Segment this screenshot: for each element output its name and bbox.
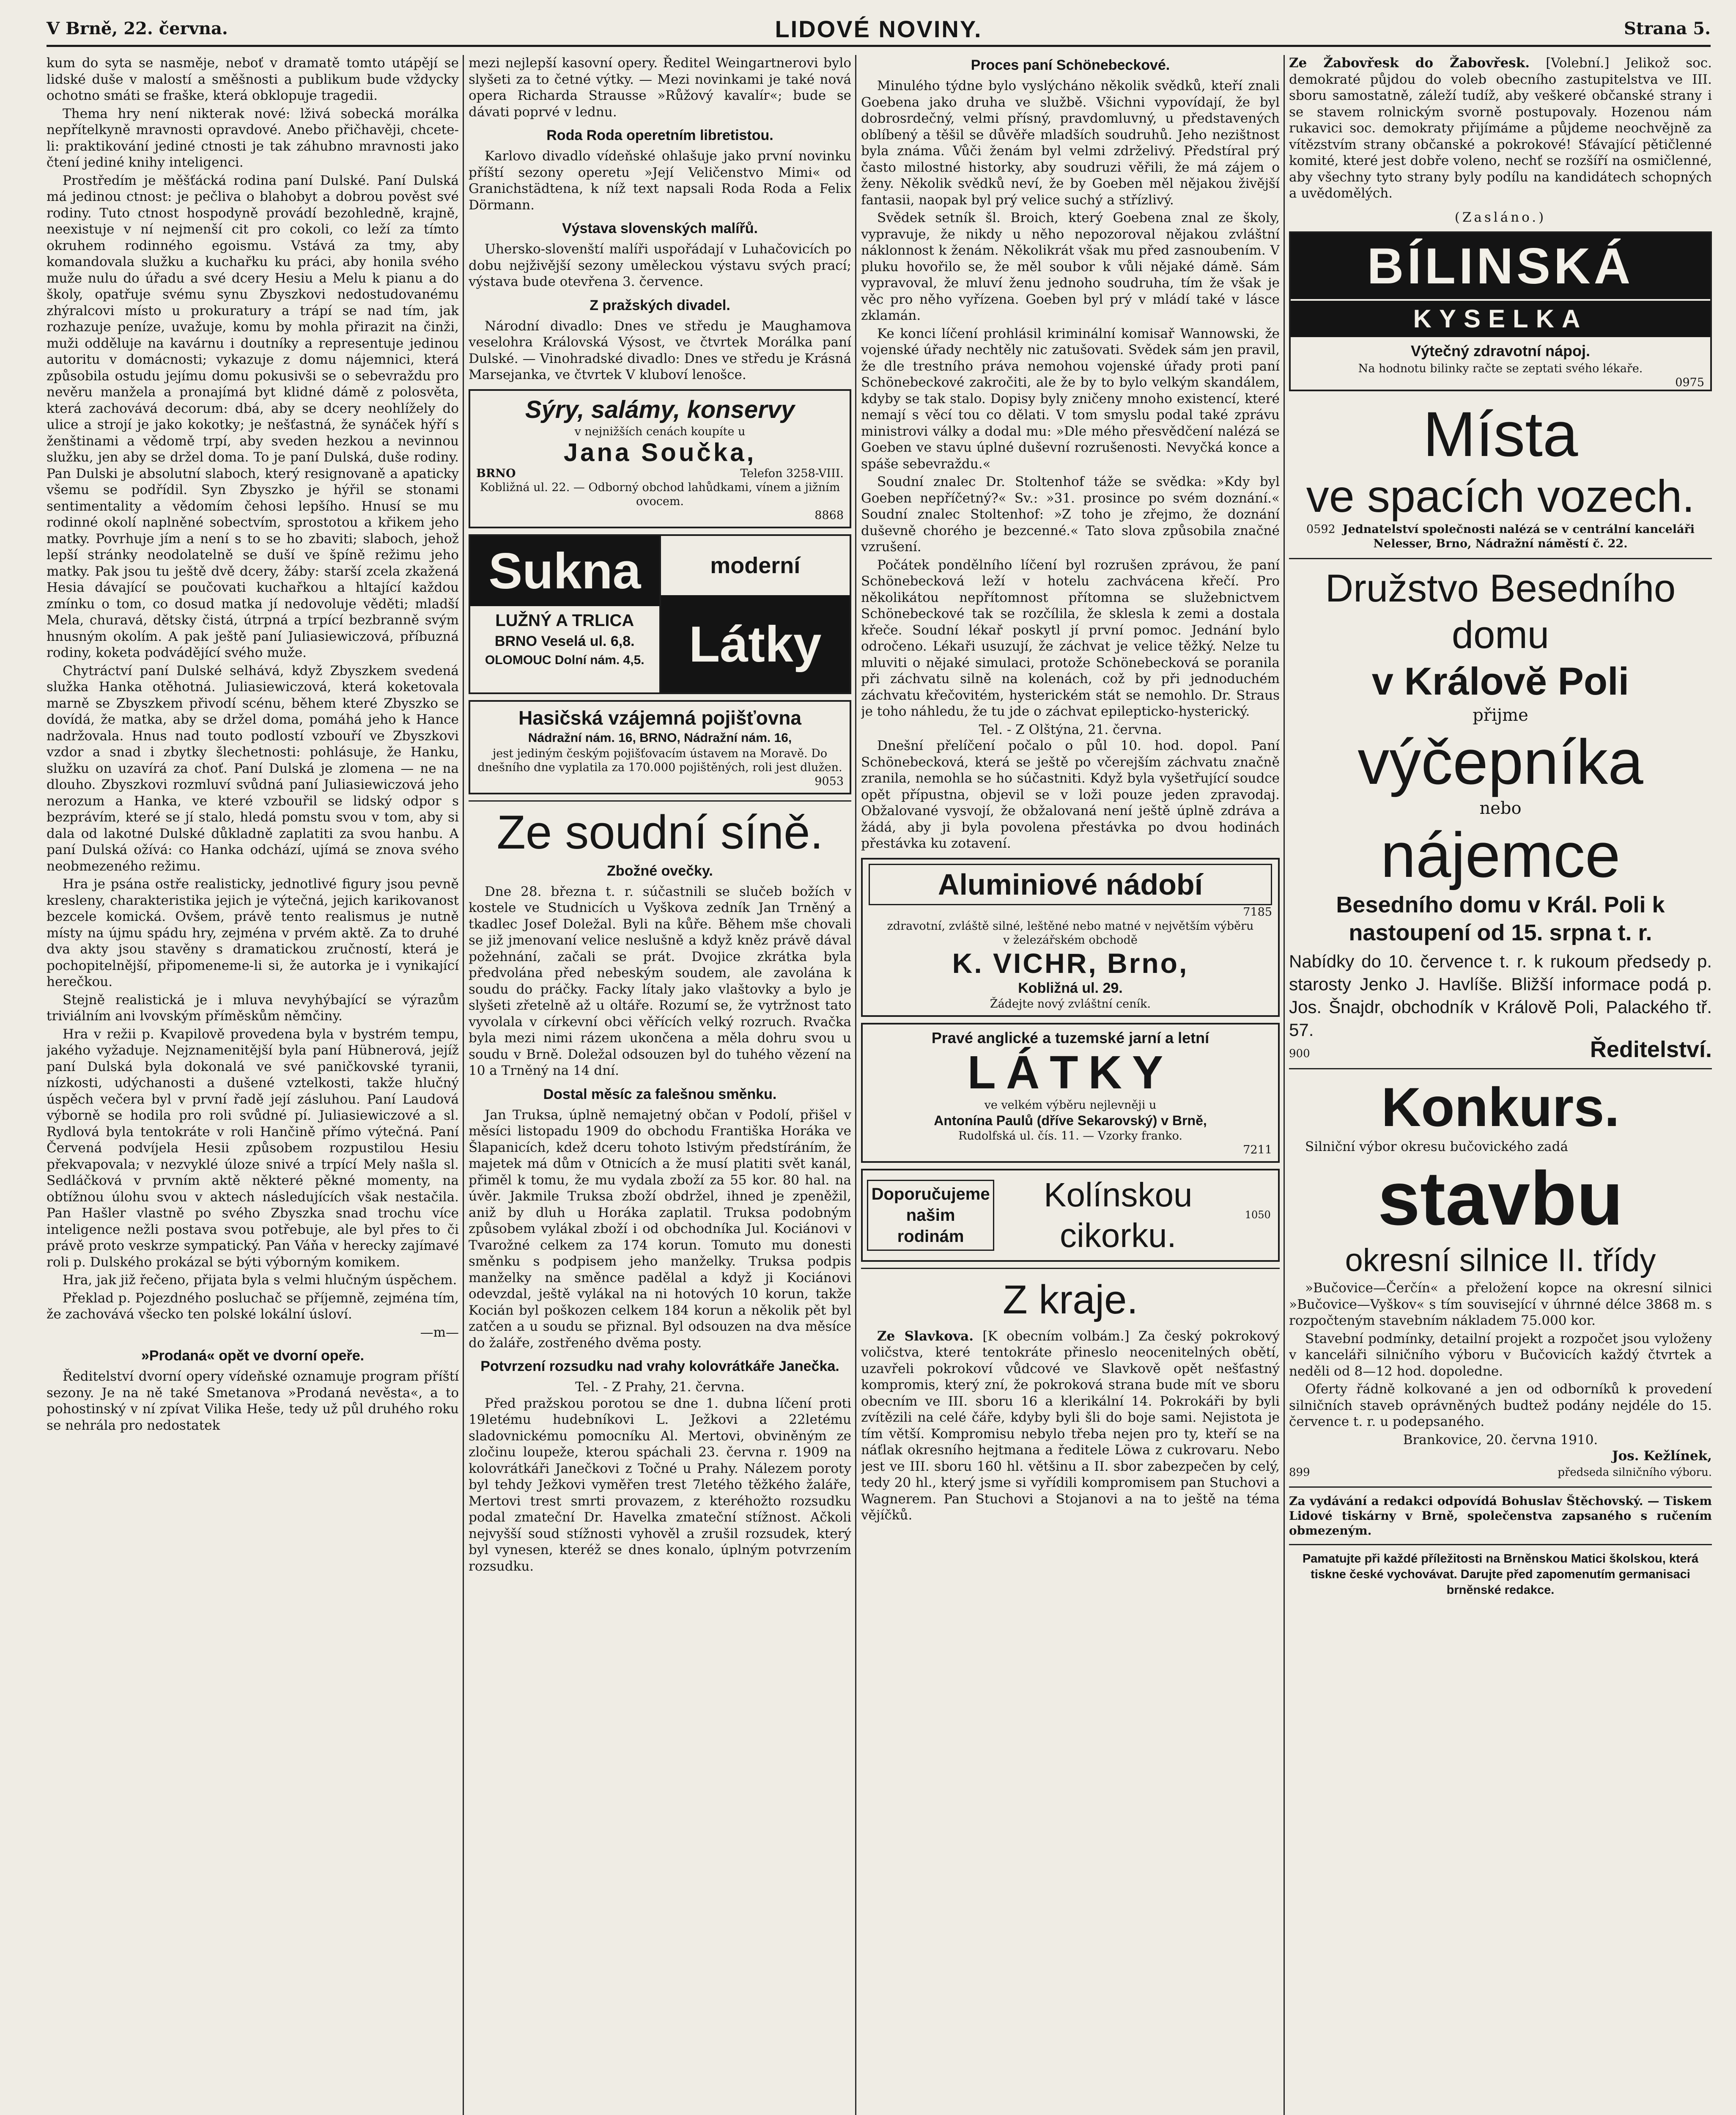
advertisement-bilinska xyxy=(1289,231,1712,391)
ad-big-word: LÁTKY xyxy=(967,1046,1174,1099)
ad-number: 900 xyxy=(1289,1047,1310,1060)
section-title: Z kraje. xyxy=(1002,1277,1138,1322)
ad-number: 8868 xyxy=(815,508,844,522)
article-paragraph: Ředitelství dvorní opery vídeňské oznamuje program příští sezony. Je na ně také Smetanova »Prodaná nevěsta«, a to pohostinský v ní zpívat Vilika Heše, tedy už půl druhého roku se nehrála pro nedostatek xyxy=(47,1369,459,1433)
ad-line: nebo xyxy=(1479,799,1522,818)
ad-address: Rudolfská ul. čís. 11. — Vzorky franko. xyxy=(958,1129,1183,1143)
ad-line: našim xyxy=(906,1206,955,1225)
ad-city: BRNO xyxy=(476,467,516,480)
ad-headline: Pravé anglické a tuzemské jarní a letní xyxy=(931,1029,1209,1047)
advertisement-vichr xyxy=(861,858,1280,1017)
article-paragraph: Počátek pondělního líčení byl rozrušen zprávou, že paní Schönebecková leží v hotelu zachvácena křečí. Pro několikátou nepřítomnost přítomna se služebnictvem Schönebeckové tak se rozčílila, že sklesla k zemi a dostala křeče. Soudní lékař poskytl jí první pomoc. Jednání bylo odročeno. Lékaři usuzují, že záchvat je velice těžký. Nelze tu mluviti o nějaké simulaci, protože Schönebecková se poranila při záchvatu silně na kolenách, což by při jednoduchém záchvatu křečovitém, hysterickém stát se nemohlo. Dr. Straus je toho náhledu, že tu jde o záchvat epilepticko-hysterický. xyxy=(861,557,1280,719)
ad-text: Nabídky do 10. července t. r. k rukoum předsedy p. starosty Jenko J. Havlíše. Bližší informace podá p. Jos. Šnajdr, obchodník v Královĕ Poli, Palackého tř. 57. xyxy=(1289,951,1712,1040)
article-paragraph: [Volební.] Jelikož soc. demokraté půjdou do voleb obecního zastupitelstva ve III. sboru samostatně, záleží tudíž, aby veškeré občanské strany i se stavem rolnickým svorně postupovaly. Hozenou nám rukavici soc. demokraty přijímáme a půjdeme neochvějně za vítězstvím strany občanské a pokrokové! Sťávající pětičlenné komité, které jest dobře voleno, nechť se rozšíří na osmičlenné, aby všechny tyto strany byly podílu na kandidátech schopných a uvědomělých. xyxy=(1289,55,1712,201)
zaslano-label: (Zasláno.) xyxy=(1454,209,1547,225)
article-paragraph: Prostředím je měšťácká rodina paní Dulské. Paní Dulská má jedinou ctnost: je pečliva o blahobyt a dobrou pověst své rodiny. Tuto ctnost hospodyně provádí bezohledně, krajně, neexistuje v ní nejmenší cit pro cokoli, co leží za tímto okruhem rodinného egoismu. Vstává za tmy, aby komandovala služku a kuchařku ku práci, aby honila svého muže nulu do úřadu a své dcery Hesiu a Melu k pianu a do školy, opatřuje svému synu Zbyszkovi nedostudovanému zhýralcovi místo u prokuratury a trápí se nad tím, jak rozhazuje peníze, uvažuje, komu by mohla přirazit na činži, muži odděluje na kavárnu i doutníky a representuje jedinou autoritu v domácnosti; vykazuje z domu nájemnici, která způsobila ostudu jejímu domu pokusivši se o sebevraždu pro nevěru manžela a pronajímá byt klidné dámě z polosvěta, která zachovává decorum: dbá, aby se dcery neohlížely do ulice a strojí je jako kokotky; je nešťastná, že synáček hýří s ženštinami a vědomě trpí, aby sveden hezkou a nevinnou služku, jen aby se držel doma. To je paní Dulská, duše rodiny. Pan Dulski je absolutní slaboch, který resignovaně a apaticky všemu se podřídil. Syn Zbyszko je hýřil se stonami sentimentality a vědomím čehosi lepšího. Hnusí se mu rodinné okolí naplněné sobectvím, sprostotou a křikem jeho matky. Povrhuje jím a není s to se ho zbaviti; slaboch, jehož lepší stránky neodolatelně se duší ve špíně režimu jeho matky. Pak jsou tu ještě dvě dcery, žáby: starší zcela zkažená Hesia dávající se poučovati kuchařkou a hltající každou zmínku o tom, co dosud matka jí nedovoluje věděti; mladší Mela, churavá, dětsky čistá, útrpná a trpící bezbranně svým hnusným okolím. A pak ještě paní Juliasiewiczová, příbuzná rodiny, koketa podvádějící svého muže. xyxy=(47,173,459,660)
ad-firm: Antonína Paulů (dříve Sekarovský) v Brně, xyxy=(934,1112,1207,1128)
section-rule xyxy=(1289,558,1712,559)
ad-footer: Žádejte nový zvláštní ceník. xyxy=(990,997,1151,1011)
ad-text: Jednatelství společnosti nalézá se v centrální kanceláři Nelesser, Brno, Nádražní náměstí č. 22. xyxy=(1342,523,1695,550)
ad-big-word: Konkurs. xyxy=(1381,1076,1620,1138)
ad-signature: Jos. Kežlínek, xyxy=(1612,1448,1712,1464)
ad-big-word: stavbu xyxy=(1377,1156,1624,1241)
ad-line: v Královĕ Poli xyxy=(1371,660,1629,703)
ad-phone: Telefon 3258-VIII. xyxy=(740,467,844,480)
ad-address: Nádražní nám. 16, BRNO, Nádražní nám. 16, xyxy=(528,731,792,745)
article-paragraph: Národní divadlo: Dnes ve středu je Maughamova veselohra Královská Výsost, ve čtvrtek Morálka paní Dulské. — Vinohradské divadlo: Dnes ve středu je Krásná Marsejanka, ve čtvrtek V kluboví lenošce. xyxy=(469,318,851,382)
ad-address: Kobližná ul. 22. — Odborný obchod lahůdkami, vínem a jižním ovocem. xyxy=(480,481,840,508)
ad-firm: LUŽNÝ A TRLICA xyxy=(495,611,634,630)
column-3 xyxy=(861,55,1280,2115)
ad-text: »Bučovice—Čerčín« a přeložení kopce na okresní silnici »Bučovice—Vyškov« s tím související v úhrnné délce 3868 m. s rozpočteným stavebním nákladem 75.000 kor. xyxy=(1289,1280,1712,1328)
advertisement-cikorka xyxy=(861,1169,1280,1262)
article-paragraph: Hra je psána ostře realisticky, jednotlivé figury jsou pevně kresleny, charakteristika jejich je výtečná, jejich karikovanost bezcele komická. Ovšem, právě tento realismus je nutně místy na újmu spádu hry, zejména v prvém aktě. Za to druhé dva akty jsou stavěny s dramatickou zručností, která je pochopitelnější, připomeneme-li si, že autorka je i vynikající herečkou. xyxy=(47,876,459,989)
ad-big-word: Sukna xyxy=(470,536,659,606)
ad-text: jest jediným českým pojišťovacím ústavem na Moravě. Do dnešního dne vyplatila za 170.000 pojištěných, roli jest dlužen. xyxy=(477,747,842,774)
article-paragraph: kum do syta se nasměje, neboť v dramatě tomto utápějí se lidské duše v malostí a směšnosti a publikum bude vždycky ochotno smáti se fraške, která obklopuje tragedii. xyxy=(47,55,459,103)
ad-line: Družstvo Besedního domu xyxy=(1325,567,1676,656)
ad-text: v železářském obchodě xyxy=(1003,933,1138,947)
article-paragraph: Stejně realistická je i mluva nevyhýbající se výrazům triviálním ani lvovským příměskům němčiny. xyxy=(47,992,459,1024)
ad-big-word: výčepníka xyxy=(1358,726,1643,797)
imprint: Za vydávání a redakci odpovídá Bohuslav Štěchovský. — Tiskem Lidové tiskárny v Brně, společenstva zapsaného s ručením obmezeným. xyxy=(1289,1494,1712,1538)
advertisement-spaci-vozy xyxy=(1289,398,1712,551)
section-heading: Roda Roda operetním libretistou. xyxy=(546,127,773,143)
ad-signature: Ředitelství. xyxy=(1590,1037,1712,1062)
advertisement-luzny-trlica xyxy=(469,534,851,694)
dateline: Tel. - Z Olštýna, 21. června. xyxy=(979,722,1162,737)
article-heading: Zbožné ovečky. xyxy=(607,862,713,879)
article-paragraph: Svědek setník šl. Broich, který Goebena znal ze školy, vypravuje, že nikdy u něho nepozoroval nějakou zvláštní náklonnost k ženám. Několikrát však mu před zasnoubením. V pluku hovořilo se, že měl soubor k vůli nějaké dámě. Sám vypravoval, že mluví ženu jednoho soudruha, tím že však je věc pro něho vyřízena. Goeben byl prý v mládí také v lásce zklamán. xyxy=(861,210,1280,323)
ad-place-date: Brankovice, 20. června 1910. xyxy=(1403,1432,1598,1448)
ad-number: 899 xyxy=(1289,1466,1310,1479)
ad-address-brno: BRNO Veselá ul. 6,8. xyxy=(494,633,635,649)
ad-text: ve velkém výběru nejlevněji u xyxy=(984,1098,1157,1112)
masthead-title: LIDOVÉ NOVINY. xyxy=(775,16,982,42)
ad-text: Silniční výbor okresu bučovického zadá xyxy=(1305,1139,1568,1154)
article-paragraph: Karlovo divadlo vídeňské ohlašuje jako první novinku příští sezony operetu »Její Veličenstvo Mimi« od Granichstädtena, k níž text napsali Roda Roda a Felix Dörmann. xyxy=(469,148,851,213)
ad-line: okresní silnice II. třídy xyxy=(1345,1242,1656,1278)
ad-subtitle: KYSELKA xyxy=(1291,299,1710,337)
article-paragraph: Ke konci líčení prohlásil kriminální komisař Wannowski, že vojenské úřady nechtěly nic zatušovati. Svědek sám jen pravil, že dle trestního práva nemohou vojenské úřady proti paní Schönebeckové zakročiti, ale že by to bylo velkým skandálem, kdyby se tak stalo. Dopisy byly zničeny mnoho existencí, které nemají s věcí tou co dělati. V tom smyslu podal také zprávu ministrovi války a dodal mu: »Dle mého přesvědčení nalézá se Goeben ve stavu úplné duševní rozrušenosti. Nevyčká konce a spáše sebevraždu.« xyxy=(861,326,1280,472)
ad-big-word: Místa xyxy=(1423,398,1578,470)
section-rule xyxy=(1289,1068,1712,1069)
column-4 xyxy=(1289,55,1712,2115)
article-heading: Ze Žabovřesk do Žabovřesk. xyxy=(1289,55,1530,71)
header-date: V Brně, 22. června. xyxy=(47,19,228,38)
ad-text: Stavební podmínky, detailní projekt a rozpočet jsou vyloženy v kanceláři silničního výboru v Bučovicích každý čtvrtek a neděli od 8—12 hod. dopoledne. xyxy=(1289,1331,1712,1379)
column-rule xyxy=(855,55,856,2115)
section-rule xyxy=(1289,1486,1712,1488)
section-heading: Výstava slovenských malířů. xyxy=(562,220,758,236)
article-paragraph: Před pražskou porotou se dne 1. dubna líčení proti 19letému hudebníkovi L. Ježkovi a 22letému sladovnickému pomocníku Al. Mertovi, obviněným ze zločinu loupeže, kterou spáchali 23. června r. 1909 na kolovrátkáři Janečkovi z Točné u Prahy. Nálezem poroty byl tehdy Ježkovi vyměřen trest 7letého těžkého žaláře, Mertovi trest smrti provazem, z kteréhožto rozsudku podal zmateční Dr. Havelka zmateční stížnost. Ačkoli nejvyšší soud stížnosti vyhověl a zrušil rozsudek, který byl vynesen, kteréž se dnes konalo, úplným potvrzením rozsudku. xyxy=(469,1395,851,1574)
advertisement-hasicska xyxy=(469,700,851,794)
ad-number: 0592 xyxy=(1306,523,1336,536)
ad-address: Kobližná ul. 29. xyxy=(1018,980,1123,996)
ad-title: Hasičská vzájemná pojišťovna xyxy=(518,706,801,729)
ad-address-olomouc: OLOMOUC Dolní nám. 4,5. xyxy=(485,653,644,667)
ad-tagline: moderní xyxy=(710,552,801,578)
ad-number: 9053 xyxy=(815,775,844,788)
article-paragraph: Dnešní přelíčení počalo o půl 10. hod. dopol. Paní Schönebecková, která se ještě po včerejším záchvatu značně zranila, nemohla se ho súčastniti. Když byla vyšetřující soudce opět přípustna, objevil se v loži pouze jeden zpravodaj. Obžalované vysvojí, že obžalovaná není ještě úplně zdráva a žádá, aby ji byla povolena přestávka po dvou hodinách přestávka ku zotavení. xyxy=(861,738,1280,851)
dateline: Tel. - Z Prahy, 21. června. xyxy=(575,1379,745,1395)
section-rule xyxy=(861,1268,1280,1269)
ad-firm: Jana Součka, xyxy=(563,438,757,467)
ad-title: Aluminiové nádobí xyxy=(869,864,1272,905)
advertisement-paulu xyxy=(861,1023,1280,1163)
column-rule xyxy=(1283,55,1285,2115)
advertisement-konkurs xyxy=(1289,1075,1712,1481)
matice-notice: Pamatujte při každé příležitosti na Brněnskou Matici školskou, která tiskne české vychovávat. Darujte před zapomenutím germanisaci brněnské redakce. xyxy=(1302,1552,1699,1597)
ad-big-word: nájemce xyxy=(1380,819,1621,890)
article-paragraph: Chytráctví paní Dulské selhává, když Zbyszkem svedená služka Hanka otěhotná. Juliasiewiczová, která koketovala marně se Zbyszkem přivodí scénu, během které Zbyszko se dovídá, že matka, aby se držel doma, pomáhá jeho k Hance nadržovala. Hnus nad touto podlostí vzbouří ve Zbyszkovi vzdor a snad i zbytky šlechetnosti: pohlásuje, že Hanku, služku on uzavírá za choť. Paní Dulská je zlomena — ne na dlouho. Zbyszkovi rozmluví svůdná paní Juliasiewiczová jeho nerozum a Hanka, ve které vzbouřil se lidský odpor s bezprávím, které se jí stalo, hledá pomstu svou v tom, aby si dala od lakotné Dulské důkladně zaplatiti za svou hanbu. A paní Dulská ožívá: co Hanka odchází, ujímá se znova svého neobmezeného režimu. xyxy=(47,663,459,874)
ad-line: Doporučujeme xyxy=(871,1184,990,1203)
ad-line: rodinám xyxy=(897,1227,964,1246)
ad-title: Sýry, salámy, konservy xyxy=(525,396,795,423)
ad-number: 0975 xyxy=(1675,376,1704,389)
ad-line: přijme xyxy=(1473,706,1528,725)
article-paragraph: [K obecním volbám.] Za český pokrokový voličstva, které tentokráte přineslo neocenitelných obětí, uzavřeli pokrokoví vůdcové ve Slavkově opět nešťastný kompromis, který zní, že pokroková strana bude mít ve sboru obecním ve III. sboru 16 a klerikální 14. Pokrokáři by byli zvítězili na celé čáře, kdyby byli šli do boje sami. Nejistota je tím větší. Kompromisu nebylo třeba nejen pro ty, kteří se na náťlak okresního hejtmana a ředitele Löwa z cukrovaru. Nebo jest ve III. sboru 160 hl. většinu a II. sbor zabezpečen by celý, tedy 20 hl., který jsme si vyřídili kompromisem pan Stuchovi a Wagnerem. Pan Stuchovi a Stojanovi a na to ještě na téma vějíčků. xyxy=(861,1328,1280,1523)
article-paragraph: Hra, jak již řečeno, přijata byla s velmi hlučným úspěchem. xyxy=(63,1272,457,1288)
article-paragraph: Jan Truksa, úplně nemajetný občan v Podolí, přišel v měsíci listopadu 1909 do obchodu Františka Horáka ve Šlapanicích, kdež dceru tohoto lstivým předstíráním, že majetek má dům v Otnicích a že musí platiti svět kanál, přiměl k tomu, že mu vydala zboží za 55 kor. 80 hal. na úvěr. Jakmile Truksa zboží obdržel, ihned je zpeněžil, aniž by dluh u Horáka zaplatil. Truksa podobným způsobem vylákal zboží i od obchodníka Jul. Kociánovi v Tvarožné celkem za 174 korun. Tomuto mu donesti směnku s podpisem jeho manželky. Truksa podpis manželky na směnce padělal a když ji Kociánovi odevzdal, ještě vylákal na ni hotových 10 korun, takže Kocián byl poškozen celkem 184 korun a několik pět byl zatčen a u soudu se přiznal. Byl odsouzen na dva měsíce do žaláře, zostřeného dvěma posty. xyxy=(469,1107,851,1351)
article-heading: Dostal měsíc za falešnou směnku. xyxy=(543,1086,777,1102)
ad-signature-role: předseda silničního výboru. xyxy=(1558,1466,1712,1479)
section-rule xyxy=(469,800,851,802)
ad-text: Výtečný zdravotní nápoj. xyxy=(1410,342,1591,360)
advertisement-besedni-dum xyxy=(1289,565,1712,1062)
ad-number: 7185 xyxy=(1243,905,1272,919)
article-paragraph: Dne 28. března t. r. súčastnili se slučeb božích v kostele ve Studnicích u Vyškova zedník Jan Trněný a tkadlec Josef Doležal. Byli na kůře. Během mše chovali se již jmenovaní velice neslušně a když kněz právě dával požehnání, začali se prát. Dvojice zkrátka byla předvolána před nebeským soudem, ale zavolána k soudu do práčky. Facky lítaly jako vlaštovky a bylo je slyšeti zřetelně až u oltáře. Rozumí se, že vytržnost tato vyvolala v církevní obci věřících velký rozruch. Rvačka byla mezi nimi rázem ukončena a měla dohru svou u soudu v Brně. Doležal odsouzen byl do tuhého vězení na 10 a Trněný na 14 dní. xyxy=(469,884,851,1078)
ad-firm: K. VICHR, Brno, xyxy=(952,947,1189,979)
article-paragraph: Soudní znalec Dr. Stoltenhof táže se svědka: »Kdy byl Goeben nepříčetný?« Sv.: »31. prosince po svém doznání.« Soudní znalec Stoltenhof: »Z toho je zřejmo, že doznání duševně chorého je bezcenné.« Tato slova způsobila značné vzrušení. xyxy=(861,474,1280,555)
article-paragraph: Hra v režii p. Kvapilově provedena byla v bystrém tempu, jakého vyžaduje. Nejznamenitější byla paní Hübnerová, jejíž paní Dulská byla dokonalá ve své paničkovské tyranii, nízkosti, udýchanosti a dušené vztelkosti, takže hlučný úspěch večera byl v první řadě její zásluhou. Paní Laudová výborně se hodila pro roli svůdné pí. Juliasiewiczové a sl. Rydlová byla tentokráte v roli Hančině přímo výtečná. Paní Červená podvíjela Hesii způsobem rozpustilou Hesiu překvapovala; v nezvyklé úloze snivé a trpící Mely našla sl. Sedláčková v prvním aktě některé pěkné momenty, na obtížnou úlohu svou v aktech následujících však nestačila. Pan Hašler vlastně po svého Zbyszka snad trochu více inteligence nežli postava svou potřebuje, ale byl přes to či právě proto veskrze sympatický. Pan Váňa v herecky zajímavé roli p. Dulského prokázal se býti výborným komikem. xyxy=(47,1026,459,1270)
ad-number: 7211 xyxy=(1243,1143,1272,1156)
ad-big-word: ve spacích vozech. xyxy=(1306,470,1695,522)
article-paragraph: Minulého týdne bylo vyslýcháno několik svědků, kteří znali Goebena jako druha ve službě. Všichni vypovídají, že byl dobrosrdečný, velmi přísný, pravdomluvný, u představených oblíbený a těšil se důvěře mladších soudruhů. Jeho nezištnost byla známa. Vůči ženám byl velmi zdrželivý. Předstíral prý často milostné historky, aby soudruzi věřili, že má zájem o ženy. Několik svědků neví, že by Goeben měl nějakou živější fantasii, naopak byl prý velice suchý a střízlivý. xyxy=(861,78,1280,208)
ad-text: Oferty řádně kolkované a jen od odborníků k provedení silničních staveb oprávněných budtež podány nejdéle do 15. července t. r. u podepsaného. xyxy=(1289,1382,1712,1429)
article-heading: Ze Slavkova. xyxy=(877,1328,974,1344)
advertisement-soucek xyxy=(469,389,851,528)
ad-big-word: Kolínskou cikorku. xyxy=(1044,1176,1193,1254)
ad-line: Besedního domu v Král. Poli k nastoupení od 15. srpna t. r. xyxy=(1336,892,1665,945)
ad-text: zdravotní, zvláště silné, leštěné nebo matné v největším výběru xyxy=(887,919,1254,933)
article-paragraph: Překlad p. Pojezdného posluchač se příjemně, zejména tím, že zachovává všecko ten polské lokální úsloví. xyxy=(47,1290,459,1322)
page-header xyxy=(47,15,1711,47)
section-heading: Z pražských divadel. xyxy=(590,297,730,313)
section-rule xyxy=(1289,1544,1712,1545)
section-title: Ze soudní síně. xyxy=(496,805,823,859)
section-heading: »Prodaná« opět ve dvorní opeře. xyxy=(141,1348,365,1364)
article-heading: Proces paní Schönebeckové. xyxy=(971,57,1170,73)
column-rule xyxy=(463,55,464,2115)
column-2 xyxy=(469,55,851,2115)
article-heading: Potvrzení rozsudku nad vrahy kolovrátkáře Janečka. xyxy=(480,1358,839,1374)
ad-text: v nejnižších cenách koupíte u xyxy=(574,425,746,438)
ad-number: 1050 xyxy=(1245,1209,1271,1221)
column-1 xyxy=(47,55,459,2115)
article-paragraph: mezi nejlepší kasovní opery. Ředitel Weingartnerovi bylo slyšeti za to četné výtky. — Mezi novinkami je také nová opera Richarda Strausse »Růžový kavalír«; bude se dávati poprvé v lednu. xyxy=(469,55,851,120)
ad-text: Na hodnotu bilinky račte se zeptati svého lékaře. xyxy=(1358,362,1643,375)
ad-big-word: BÍLINSKÁ xyxy=(1291,233,1710,299)
ad-big-word: Látky xyxy=(661,595,850,693)
article-paragraph: Thema hry není nikterak nové: lživá sobecká morálka nepřítelkyně mravnosti opravdové. Anebo přičhavěji, chcete-li: praktikování jediné ctnosti je tak záhubno mravnosti jako čtení jediné knihy inteligenci. xyxy=(47,106,459,170)
author-signature: —m— xyxy=(420,1324,459,1340)
article-paragraph: Uhersko-slovenští malíři uspořádají v Luhačovicích po dobu nejživější sezony uměleckou výstavu svých prací; výstava bude otevřena 3. července. xyxy=(469,242,851,289)
page-number: Strana 5. xyxy=(1624,19,1711,38)
